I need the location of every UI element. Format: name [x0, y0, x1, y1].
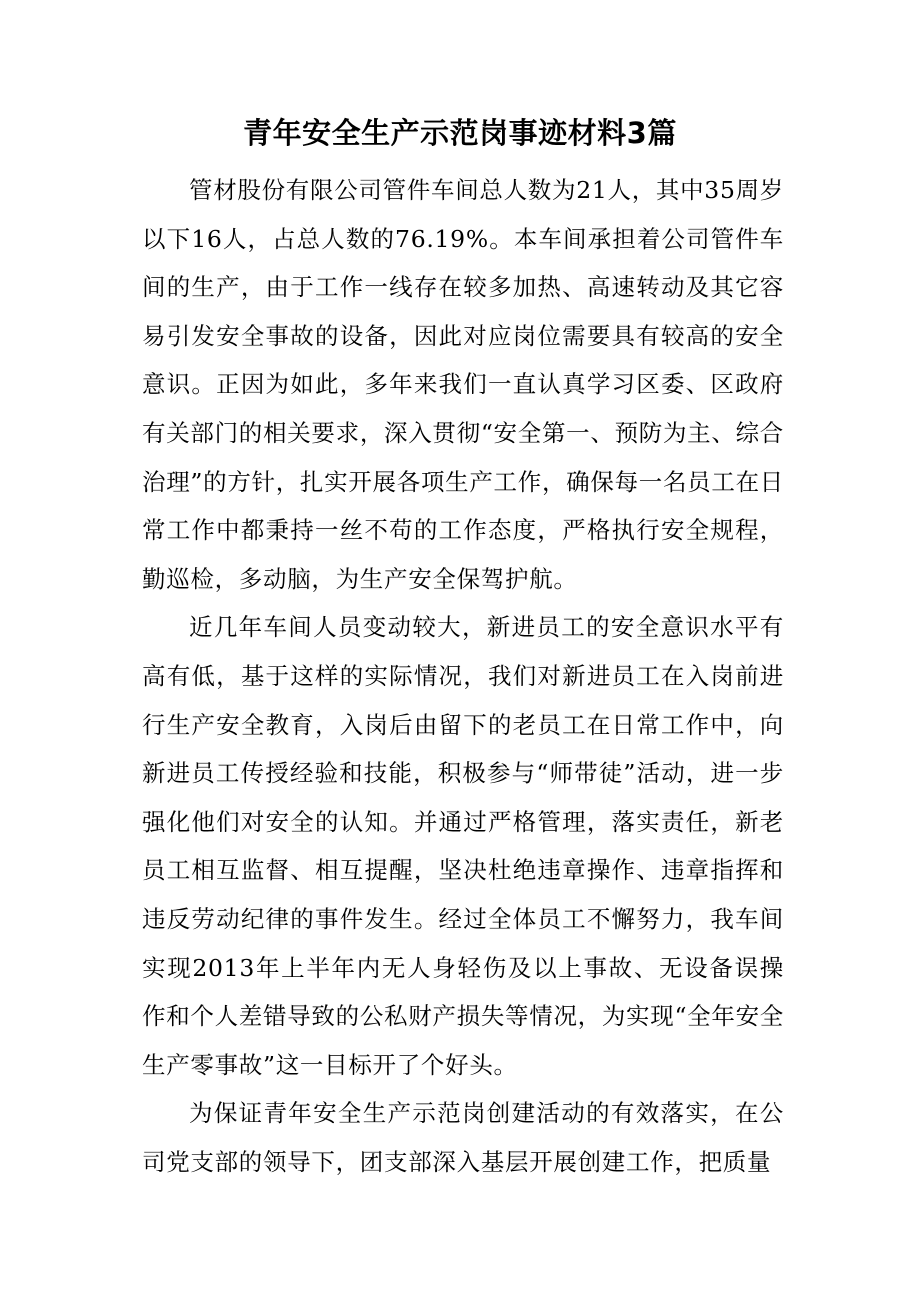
paragraph-3: 为保证青年安全生产示范岗创建活动的有效落实，在公司党支部的领导下，团支部深入基层开展创建工作，把质量 [142, 1099, 784, 1176]
document-body [142, 166, 784, 1186]
paragraph-1: 管材股份有限公司管件车间总人数为21人，其中35周岁以下16人，占总人数的76.19%。本车间承担着公司管件车间的生产，由于工作一线存在较多加热、高速转动及其它容易引发安全事故的设备，因此对应岗位需要具有较高的安全意识。正因为如此，多年来我们一直认真学习区委、区政府有关部门的相关要求，深入贯彻“安全第一、预防为主、综合治理”的方针，扎实开展各项生产工作，确保每一名员工在日常工作中都秉持一丝不苟的工作态度，严格执行安全规程，勤巡检，多动脑，为生产安全保驾护航。 [142, 176, 785, 593]
document-title: 青年安全生产示范岗事迹材料3篇 [243, 116, 677, 150]
paragraph-2: 近几年车间人员变动较大，新进员工的安全意识水平有高有低，基于这样的实际情况，我们对新进员工在入岗前进行生产安全教育，入岗后由留下的老员工在日常工作中，向新进员工传授经验和技能，积极参与“师带徒”活动，进一步强化他们对安全的认知。并通过严格管理，落实责任，新老员工相互监督、相互提醒，坚决杜绝违章操作、违章指挥和违反劳动纪律的事件发生。经过全体员工不懈努力，我车间实现2013年上半年内无人身轻伤及以上事故、无设备误操作和个人差错导致的公私财产损失等情况，为实现“全年安全生产零事故”这一目标开了个好头。 [142, 613, 784, 1079]
